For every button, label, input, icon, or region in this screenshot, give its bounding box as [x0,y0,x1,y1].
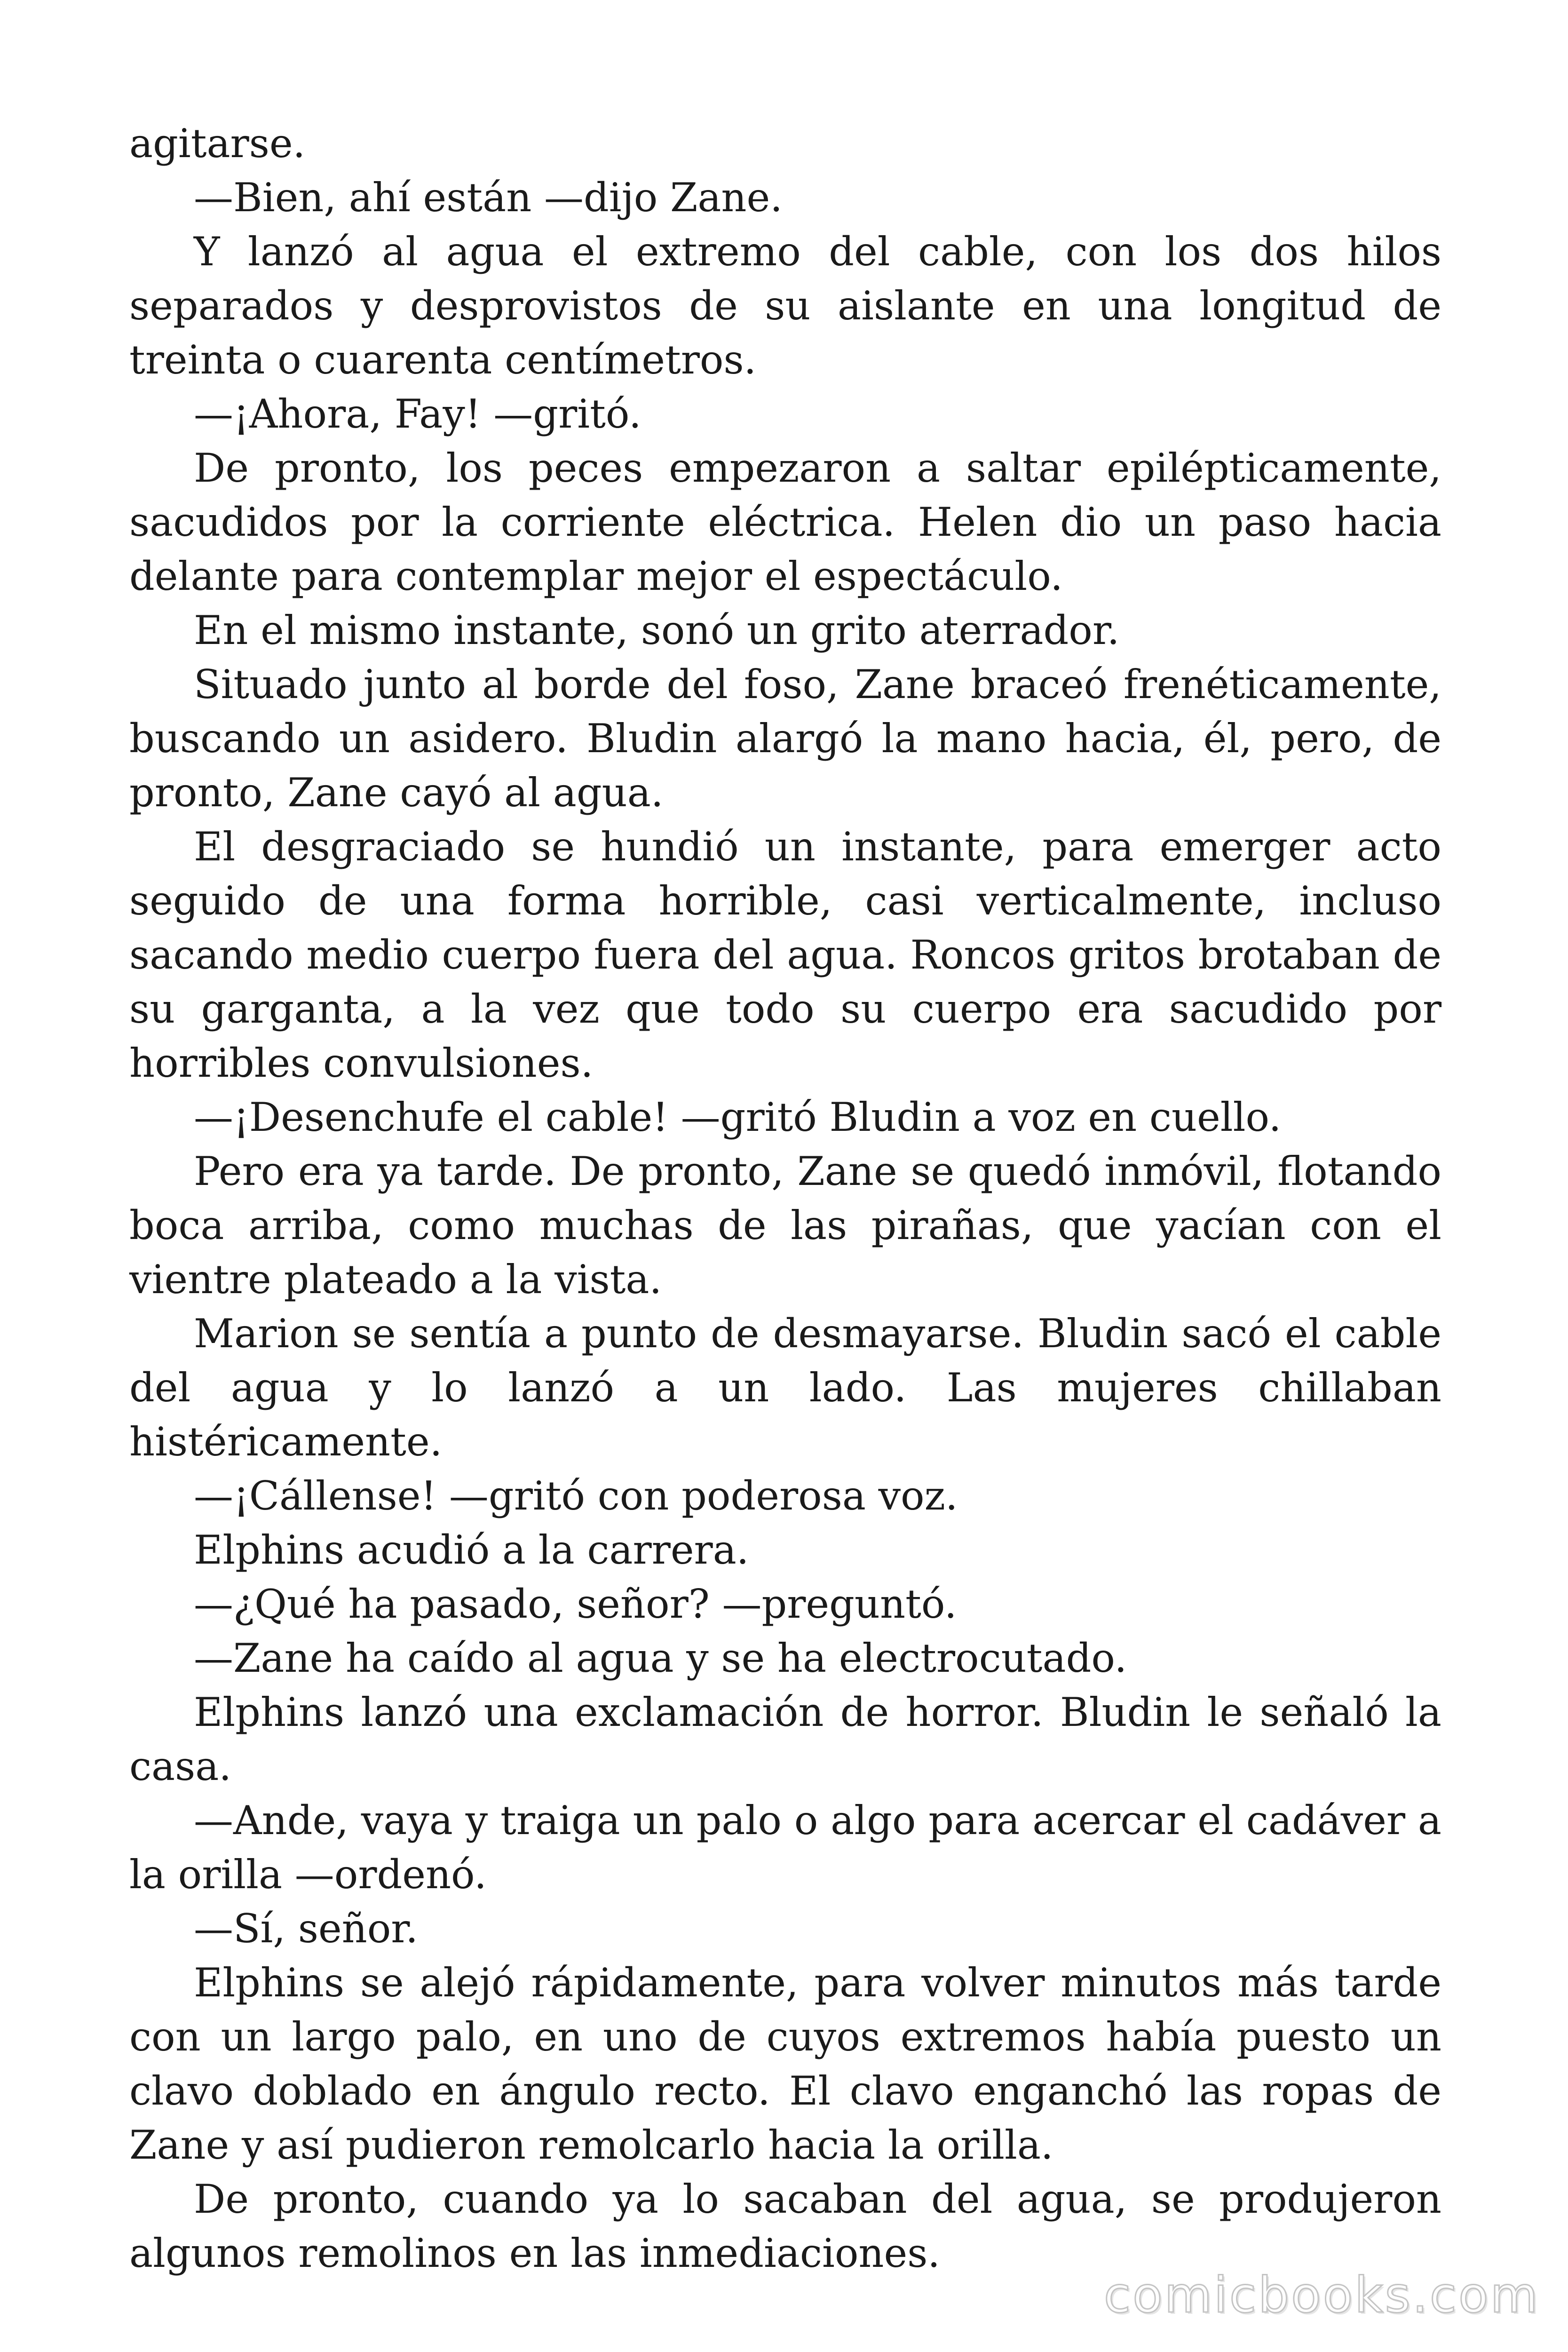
watermark: comicbooks.com [1103,2266,1540,2324]
paragraph: —¡Ahora, Fay! —gritó. [194,391,641,437]
paragraph: En el mismo instante, sonó un grito aterrador. [194,607,1120,653]
paragraph: De pronto, cuando ya lo sacaban del agua, se produjeron algunos remolinos en las inmediaciones. [129,2176,1441,2276]
paragraph: De pronto, los peces empezaron a saltar epilépticamente, sacudidos por la corriente eléctrica. Helen dio un paso hacia delante para contemplar mejor el espectáculo. [129,445,1441,599]
paragraph: agitarse. [129,120,306,167]
paragraph: —¡Desenchufe el cable! —gritó Bludin a voz en cuello. [194,1094,1282,1140]
paragraph: —Ande, vaya y traiga un palo o algo para acercar el cadáver a la orilla —ordenó. [129,1797,1441,1898]
paragraph: Pero era ya tarde. De pronto, Zane se quedó inmóvil, flotando boca arriba, como muchas de las pirañas, que yacían con el vientre plateado a la vista. [129,1148,1441,1303]
paragraph: Elphins lanzó una exclamación de horror. Bludin le señaló la casa. [129,1689,1441,1789]
paragraph: Elphins acudió a la carrera. [194,1527,749,1573]
paragraph: Y lanzó al agua el extremo del cable, con los dos hilos separados y desprovistos de su aislante en una longitud de treinta o cuarenta centímetros. [129,229,1441,383]
paragraph: Situado junto al borde del foso, Zane braceó frenéticamente, buscando un asidero. Bludin alargó la mano hacia, él, pero, de pronto, Zane cayó al agua. [129,661,1441,816]
paragraph: Marion se sentía a punto de desmayarse. Bludin sacó el cable del agua y lo lanzó a un lado. Las mujeres chillaban histéricamente. [129,1311,1441,1465]
page-body [129,117,1441,2280]
paragraph: El desgraciado se hundió un instante, para emerger acto seguido de una forma horrible, casi verticalmente, incluso sacando medio cuerpo fuera del agua. Roncos gritos brotaban de su garganta, a la vez que todo su cuerpo era sacudido por horribles convulsiones. [129,824,1441,1086]
paragraph: Elphins se alejó rápidamente, para volver minutos más tarde con un largo palo, en uno de cuyos extremos había puesto un clavo doblado en ángulo recto. El clavo enganchó las ropas de Zane y así pudieron remolcarlo hacia la orilla. [129,1960,1441,2168]
paragraph: —¡Cállense! —gritó con poderosa voz. [194,1473,958,1519]
paragraph: —¿Qué ha pasado, señor? —preguntó. [194,1581,957,1627]
paragraph: —Zane ha caído al agua y se ha electrocutado. [194,1635,1127,1681]
paragraph: —Bien, ahí están —dijo Zane. [194,175,783,221]
paragraph: —Sí, señor. [194,1906,418,1952]
